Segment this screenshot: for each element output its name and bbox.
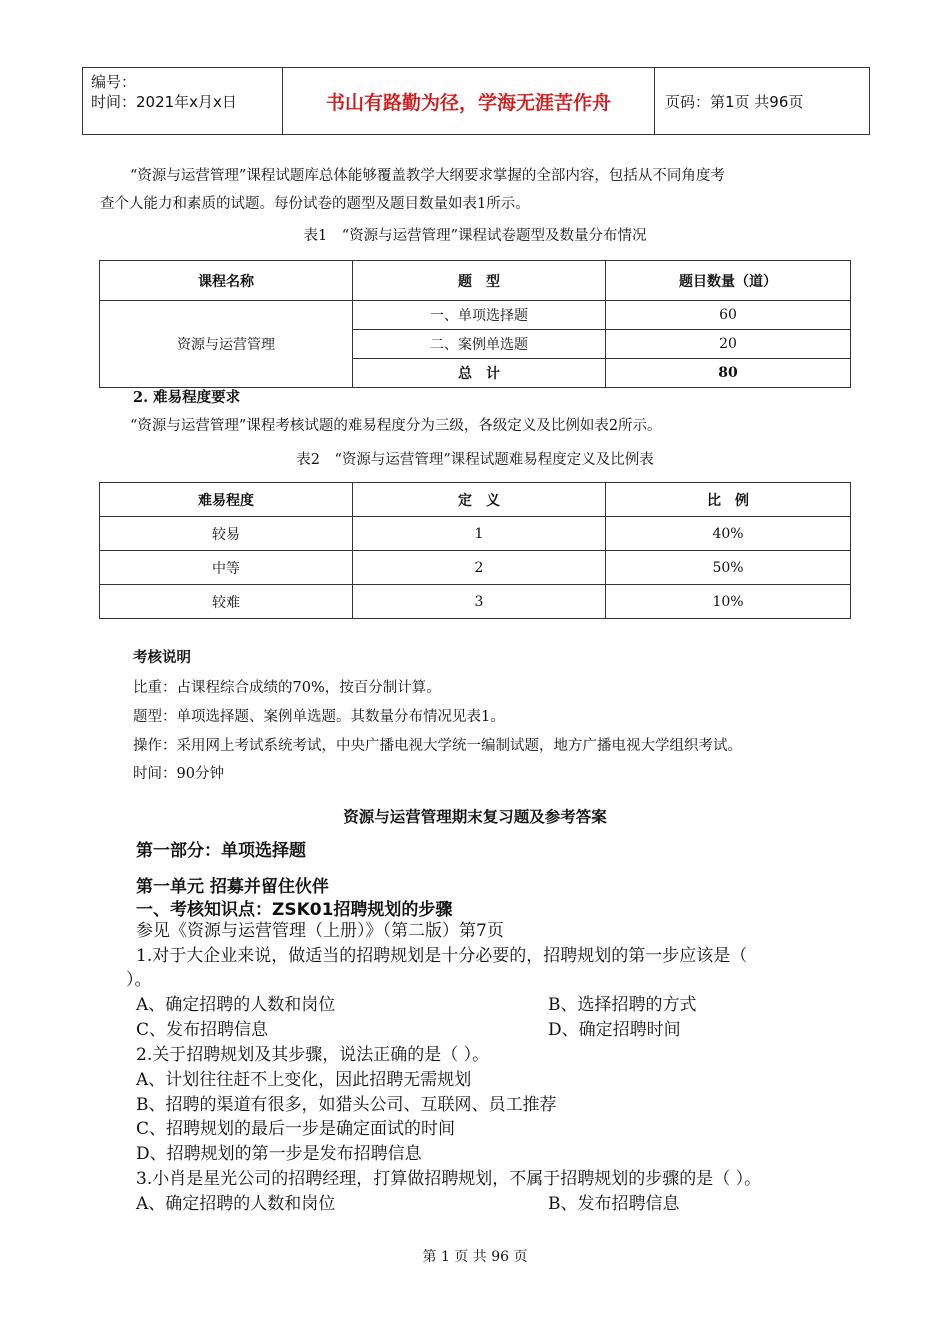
table1-course: 资源与运营管理 (100, 301, 353, 388)
table1-cell: 60 (606, 301, 851, 330)
question-1-option-a: A、确定招聘的人数和岗位 (136, 995, 336, 1015)
table2-cell: 1 (353, 517, 606, 551)
table2-header: 比 例 (606, 483, 851, 517)
question-1-option-b: B、选择招聘的方式 (548, 995, 697, 1015)
review-part: 第一部分：单项选择题 (136, 841, 306, 861)
intro-line-2: 查个人能力和素质的试题。每份试卷的题型及题目数量如表1所示。 (100, 196, 530, 212)
table1-cell: 二、案例单选题 (353, 330, 606, 359)
question-2-option-d: D、招聘规划的第一步是发布招聘信息 (136, 1144, 422, 1164)
table2-header: 难易程度 (100, 483, 353, 517)
table1 (99, 260, 851, 388)
page-header (82, 67, 870, 135)
table1-cell: 20 (606, 330, 851, 359)
question-3: 3.小肖是星光公司的招聘经理，打算做招聘规划，不属于招聘规划的步骤的是（ ）。 (136, 1169, 762, 1189)
table2-cell: 较易 (100, 517, 353, 551)
table2-cell: 40% (606, 517, 851, 551)
date-label: 时间：2021年x月x日 (91, 93, 237, 111)
table2-cell: 3 (353, 585, 606, 619)
question-3-option-b: B、发布招聘信息 (548, 1194, 680, 1214)
difficulty-heading: 2. 难易程度要求 (133, 389, 241, 406)
exam-heading: 考核说明 (133, 649, 191, 666)
table2-cell: 较难 (100, 585, 353, 619)
table2-cell: 2 (353, 551, 606, 585)
question-1-line-2: ）。 (126, 970, 152, 990)
question-2: 2.关于招聘规划及其步骤，说法正确的是（ ）。 (136, 1045, 490, 1065)
review-title: 资源与运营管理期末复习题及参考答案 (343, 808, 607, 826)
table1-cell: 一、单项选择题 (353, 301, 606, 330)
difficulty-para: “资源与运营管理”课程考核试题的难易程度分为三级，各级定义及比例如表2所示。 (130, 418, 662, 434)
table1-caption: 表1 “资源与运营管理”课程试卷题型及数量分布情况 (303, 228, 647, 244)
exam-line: 比重：占课程综合成绩的70%，按百分制计算。 (133, 680, 441, 696)
page-footer: 第 1 页 共 96 页 (422, 1249, 528, 1265)
table2-cell: 10% (606, 585, 851, 619)
exam-line: 题型：单项选择题、案例单选题。其数量分布情况见表1。 (133, 709, 505, 725)
table1-header: 题目数量（道） (606, 261, 851, 301)
table2-caption: 表2 “资源与运营管理”课程试题难易程度定义及比例表 (296, 452, 654, 468)
exam-line: 操作：采用网上考试系统考试，中央广播电视大学统一编制试题，地方广播电视大学组织考试。 (133, 738, 742, 754)
table2-cell: 50% (606, 551, 851, 585)
review-knowledge: 一、考核知识点：ZSK01招聘规划的步骤 (136, 900, 453, 920)
motto: 书山有路勤为径，学海无涯苦作舟 (283, 68, 655, 134)
question-1-option-c: C、发布招聘信息 (136, 1020, 269, 1040)
table2-cell: 中等 (100, 551, 353, 585)
question-2-option-c: C、招聘规划的最后一步是确定面试的时间 (136, 1119, 456, 1139)
review-unit: 第一单元 招募并留住伙伴 (136, 877, 329, 897)
table1-header: 题 型 (353, 261, 606, 301)
table2-header: 定 义 (353, 483, 606, 517)
review-reference: 参见《资源与运营管理（上册）》（第二版）第7页 (136, 921, 504, 941)
exam-line: 时间：90分钟 (133, 766, 224, 782)
intro-line-1: “资源与运营管理”课程试题库总体能够覆盖教学大纲要求掌握的全部内容，包括从不同角度考 (130, 168, 725, 184)
question-1-line-1: 1.对于大企业来说，做适当的招聘规划是十分必要的，招聘规划的第一步应该是（ (136, 946, 748, 966)
header-meta (83, 68, 283, 134)
page-info: 页码：第1页 共96页 (665, 92, 804, 111)
table2 (99, 482, 851, 619)
table1-total-value: 80 (606, 359, 851, 388)
code-label: 编号： (91, 73, 137, 91)
table1-header: 课程名称 (100, 261, 353, 301)
table1-total-label: 总 计 (353, 359, 606, 388)
question-2-option-a: A、计划往往赶不上变化，因此招聘无需规划 (136, 1070, 472, 1090)
question-1-option-d: D、确定招聘时间 (548, 1020, 681, 1040)
question-3-option-a: A、确定招聘的人数和岗位 (136, 1194, 336, 1214)
question-2-option-b: B、招聘的渠道有很多，如猎头公司、互联网、员工推荐 (136, 1095, 557, 1115)
